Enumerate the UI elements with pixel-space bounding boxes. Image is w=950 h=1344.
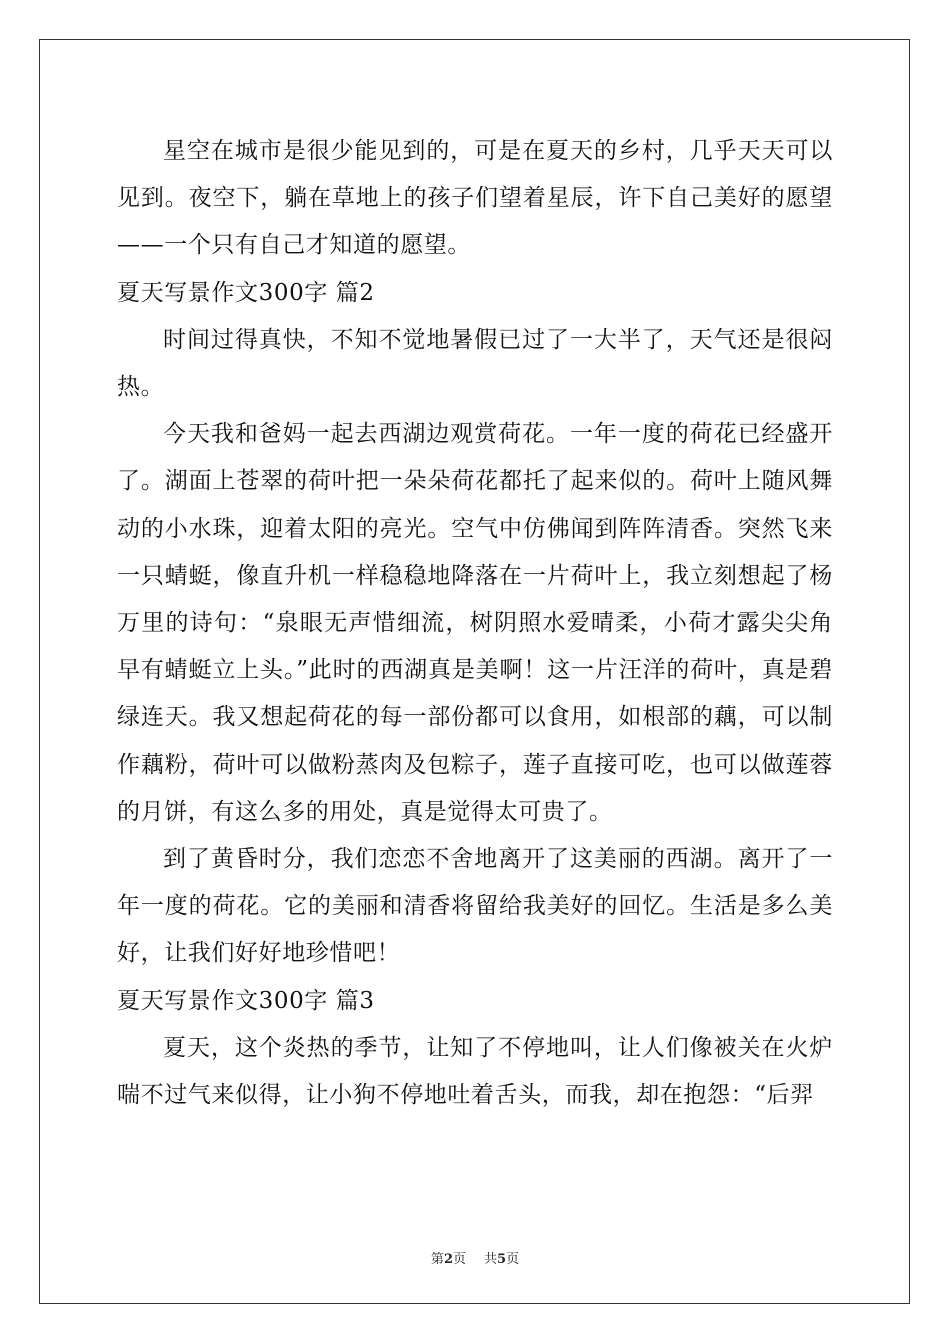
paragraph-summer-vacation: 时间过得真快，不知不觉地暑假已过了一大半了，天气还是很闷热。 — [117, 326, 833, 401]
total-suffix: 页 — [506, 1252, 520, 1267]
paragraph-dusk: 到了黄昏时分，我们恋恋不舍地离开了这美丽的西湖。离开了一年一度的荷花。它的美丽和清香将留给我美好的回忆。生活是多么美好，让我们好好地珍惜吧！ — [117, 846, 833, 967]
total-prefix: 共 — [484, 1252, 498, 1267]
section-heading-2: 夏天写景作文300字 篇2 — [117, 279, 375, 306]
page-number: 2 — [443, 1252, 453, 1267]
page-footer — [0, 1248, 950, 1267]
page-suffix: 页 — [452, 1252, 466, 1267]
paragraph-west-lake-lotus: 今天我和爸妈一起去西湖边观赏荷花。一年一度的荷花已经盛开了。湖面上苍翠的荷叶把一朵朵荷花都托了起来似的。荷叶上随风舞动的小水珠，迎着太阳的亮光。空气中仿佛闻到阵阵清香。突然飞来一只蜻蜓，像直升机一样稳稳地降落在一片荷叶上，我立刻想起了杨万里的诗句：“泉眼无声惜细流，树阴照水爱晴柔，小荷才露尖尖角早有蜻蜓立上头。”此时的西湖真是美啊！这一片汪洋的荷叶，真是碧绿连天。我又想起荷花的每一部份都可以食用，如根部的藕，可以制作藕粉，荷叶可以做粉蒸肉及包粽子，莲子直接可吃，也可以做莲蓉的月饼，有这么多的用处，真是觉得太可贵了。 — [117, 421, 833, 825]
section-heading-3: 夏天写景作文300字 篇3 — [117, 987, 375, 1014]
total-pages: 5 — [497, 1252, 507, 1267]
paragraph-hot-summer: 夏天，这个炎热的季节，让知了不停地叫，让人们像被关在火炉喘不过气来似得，让小狗不停地吐着舌头，而我，却在抱怨：“后羿 — [117, 1034, 833, 1109]
paragraph-starry-sky: 星空在城市是很少能见到的，可是在夏天的乡村，几乎天天可以见到。夜空下，躺在草地上的孩子们望着星辰，许下自己美好的愿望——一个只有自己才知道的愿望。 — [117, 138, 833, 259]
page-prefix: 第 — [430, 1252, 444, 1267]
document-body — [117, 128, 833, 1119]
